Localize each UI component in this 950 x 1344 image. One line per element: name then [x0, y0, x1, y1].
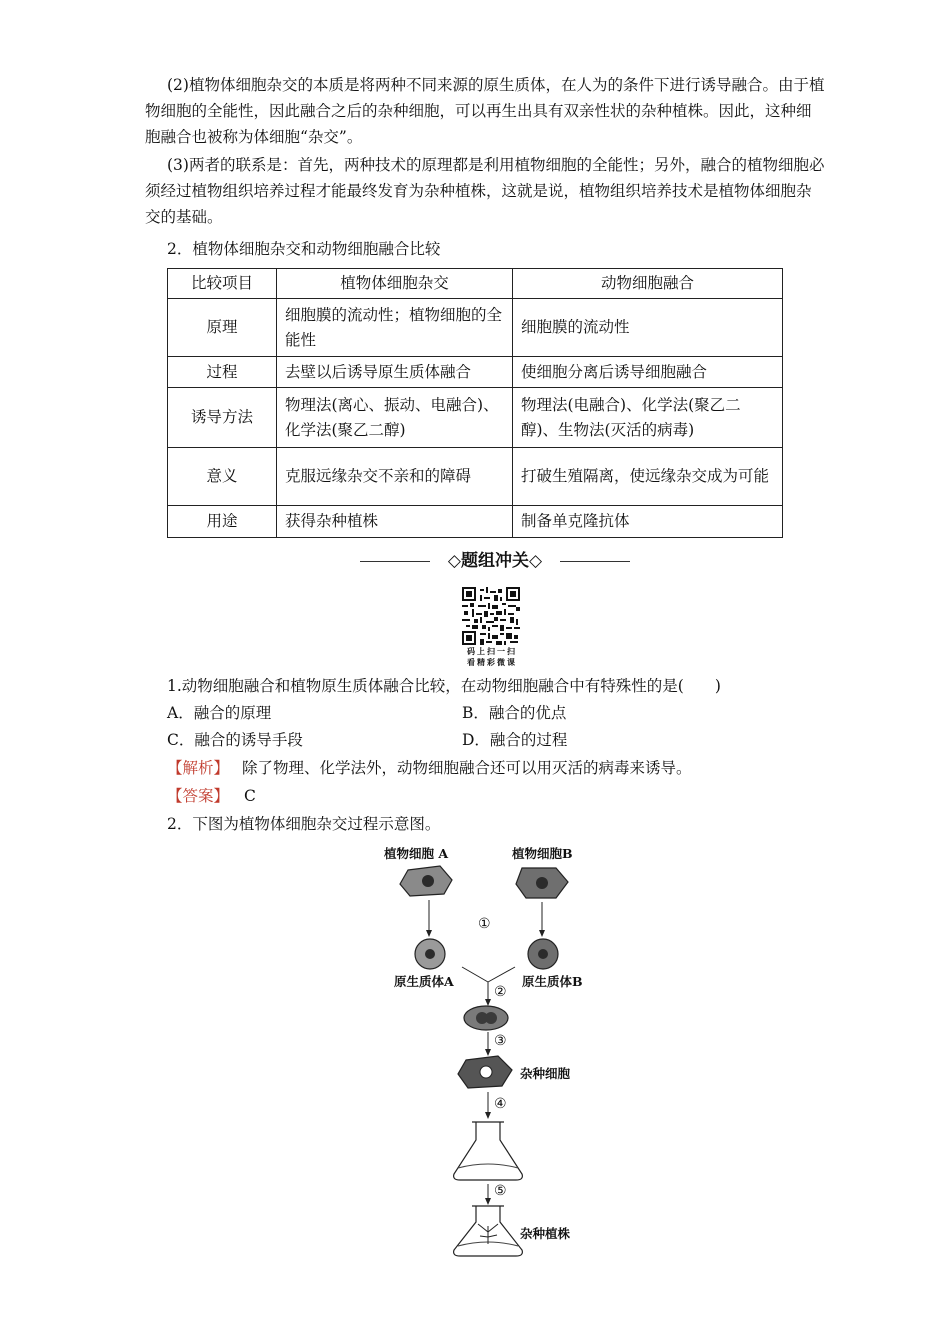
paragraph-3: (3)两者的联系是：首先，两种技术的原理都是利用植物细胞的全能性；另外，融合的植物细胞必须经过植物组织培养过程才能最终发育为杂种植株，这就是说，植物组织培养技术是植物体细胞杂交的基础。 [145, 156, 825, 226]
table-cell: 意义 [168, 448, 277, 506]
table-cell: 使细胞分离后诱导细胞融合 [513, 357, 783, 388]
label-hybrid-cell: 杂种细胞 [520, 1066, 571, 1081]
table-row [168, 506, 783, 538]
divider [560, 561, 630, 562]
table-cell: 物理法(离心、振动、电融合)、化学法(聚乙二醇) [277, 388, 513, 448]
section-heading-comparison: 2．植物体细胞杂交和动物细胞融合比较 [167, 240, 441, 258]
analysis-text: 除了物理、化学法外，动物细胞融合还可以用灭活的病毒来诱导。 [241, 759, 692, 777]
table-header-cell: 动物细胞融合 [513, 269, 783, 299]
option-d: D．融合的过程 [462, 731, 568, 749]
plantlet-icon [478, 1224, 498, 1244]
qr-caption: 码上扫一扫 [467, 647, 517, 656]
option-c: C．融合的诱导手段 [167, 731, 303, 749]
table-cell: 用途 [168, 506, 277, 538]
qr-caption: 看精彩微课 [467, 658, 517, 667]
table-header-cell: 比较项目 [168, 269, 277, 299]
table-cell: 过程 [168, 357, 277, 388]
table-cell: 克服远缘杂交不亲和的障碍 [277, 448, 513, 506]
hybridization-diagram [380, 840, 610, 1260]
table-row [168, 448, 783, 506]
answer-text: C [243, 787, 256, 805]
nucleus-icon [422, 875, 434, 887]
qr-code-icon[interactable] [462, 587, 520, 645]
table-header-cell: 植物体细胞杂交 [277, 269, 513, 299]
paragraph-2: (2)植物体细胞杂交的本质是将两种不同来源的原生质体，在人为的条件下进行诱导融合。由于植物细胞的全能性，因此融合之后的杂种细胞，可以再生出具有双亲性状的杂种植株。因此，这种细胞融合也被称为体细胞“杂交”。 [145, 76, 825, 146]
answer-line [167, 783, 256, 809]
nucleus-icon [536, 877, 548, 889]
table-row [168, 357, 783, 388]
comparison-table [167, 268, 783, 538]
table-row [168, 299, 783, 357]
table-header-row [168, 269, 783, 299]
step-2-label: ② [494, 984, 507, 1000]
analysis-line [167, 755, 691, 781]
table-cell: 打破生殖隔离，使远缘杂交成为可能 [513, 448, 783, 506]
step-5-label: ⑤ [494, 1183, 507, 1199]
label-protoplast-b: 原生质体B [522, 974, 583, 989]
table-cell: 原理 [168, 299, 277, 357]
table-cell: 获得杂种植株 [277, 506, 513, 538]
answer-tag: 【答案】 [167, 787, 230, 805]
option-a: A．融合的原理 [167, 704, 272, 722]
analysis-tag: 【解析】 [167, 759, 230, 777]
question-2-stem: 2．下图为植物体细胞杂交过程示意图。 [167, 815, 441, 833]
label-protoplast-a: 原生质体A [394, 974, 454, 989]
label-cell-b: 植物细胞B [512, 846, 573, 861]
table-cell: 诱导方法 [168, 388, 277, 448]
table-cell: 制备单克隆抗体 [513, 506, 783, 538]
option-b: B．融合的优点 [462, 704, 567, 722]
table-cell: 物理法(电融合)、化学法(聚乙二醇)、生物法(灭活的病毒) [513, 388, 783, 448]
table-cell: 细胞膜的流动性 [513, 299, 783, 357]
step-4-label: ④ [494, 1096, 507, 1112]
label-cell-a: 植物细胞 A [384, 846, 449, 861]
step-1-label: ① [478, 916, 491, 932]
section-header [360, 548, 630, 574]
question-1-stem: 1.动物细胞融合和植物原生质体融合比较，在动物细胞融合中有特殊性的是( ) [167, 677, 721, 695]
table-cell: 细胞膜的流动性；植物细胞的全能性 [277, 299, 513, 357]
divider [360, 561, 430, 562]
label-hybrid-plant: 杂种植株 [520, 1226, 571, 1241]
section-title: ◇题组冲关◇ [447, 551, 543, 571]
table-row [168, 388, 783, 448]
culture-flask-icon [454, 1122, 523, 1180]
table-cell: 去壁以后诱导原生质体融合 [277, 357, 513, 388]
step-3-label: ③ [494, 1033, 507, 1049]
